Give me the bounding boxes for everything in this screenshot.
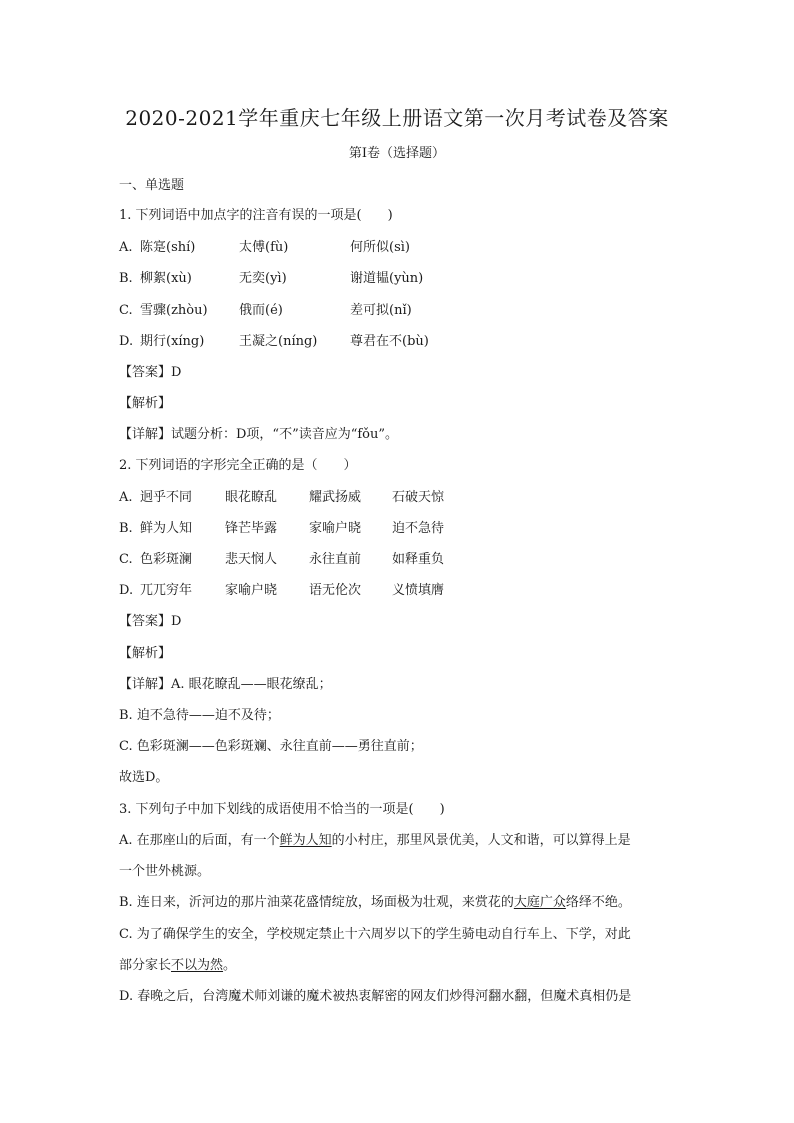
q2-option-d-word4: 义愤填膺 — [392, 583, 445, 598]
q2-option-a-label: A. — [119, 490, 133, 505]
q3-option-a — [119, 831, 631, 851]
q2-option-b-word3: 家喻户晓 — [309, 521, 362, 536]
q2-option-c-word3: 永往直前 — [309, 552, 362, 567]
q2-option-a-word1: 迥乎不同 — [140, 490, 193, 505]
q3-stem: 3. 下列句子中加下划线的成语使用不恰当的一项是( ) — [119, 802, 445, 817]
q1-detail: 【详解】试题分析：D项，“不”读音应为“fǒu”。 — [119, 427, 399, 442]
q2-detail-b: B. 迫不急待——迫不及待； — [119, 708, 280, 723]
q2-option-c-word1: 色彩斑澜 — [140, 552, 193, 567]
q2-option-b-word4: 迫不急待 — [392, 521, 445, 536]
page-title: 2020-2021学年重庆七年级上册语文第一次月考试卷及答案 — [125, 106, 669, 130]
q2-detail-a: 【详解】A. 眼花瞭乱——眼花缭乱； — [119, 677, 332, 692]
q3-option-c-continuation — [119, 956, 236, 976]
q3-option-a-continuation: 一个世外桃源。 — [119, 864, 211, 879]
q1-analysis: 【解析】 — [119, 396, 172, 411]
q2-option-c-label: C. — [119, 552, 133, 567]
q2-option-c-word2: 悲天悯人 — [225, 552, 278, 567]
q2-option-d-label: D. — [119, 583, 134, 598]
q2-answer: 【答案】D — [119, 614, 182, 629]
q1-option-d-label: D. — [119, 334, 134, 349]
q2-option-d-word2: 家喻户晓 — [225, 583, 278, 598]
q1-option-a-word3: 何所似(sì) — [350, 240, 410, 255]
q3-option-a-text-post: 的小村庄，那里风景优美，人文和谐，可以算得上是 — [331, 833, 631, 848]
q3-option-c-idiom: 不以为然 — [171, 958, 224, 973]
q1-option-a-word2: 太傅(fù) — [239, 240, 289, 255]
q2-option-b-word2: 锋芒毕露 — [225, 521, 278, 536]
q3-option-b — [119, 893, 631, 913]
q3-option-c-text-pre: 部分家长 — [119, 958, 172, 973]
q2-option-d-word3: 语无伦次 — [309, 583, 362, 598]
q2-option-c-word4: 如释重负 — [392, 552, 445, 567]
q3-option-a-text-pre: A. 在那座山的后面，有一个 — [119, 833, 280, 848]
q1-option-c-word2: 俄而(é) — [239, 303, 283, 318]
q3-option-b-text-pre: B. 连日来，沂河边的那片油菜花盛情绽放，场面极为壮观，来赏花的 — [119, 895, 514, 910]
q1-option-d-word1: 期行(xíng) — [140, 334, 205, 349]
q1-option-c-word3: 差可拟(nǐ) — [350, 303, 412, 318]
q1-option-c-word1: 雪骤(zhòu) — [140, 303, 208, 318]
q2-option-a-word3: 耀武扬威 — [309, 490, 362, 505]
q3-option-b-text-post: 络绎不绝。 — [565, 895, 631, 910]
q1-option-b-label: B. — [119, 271, 133, 286]
q3-option-c: C. 为了确保学生的安全，学校规定禁止十六周岁以下的学生骑电动自行车上、下学，对此 — [119, 927, 631, 942]
q3-option-d: D. 春晚之后，台湾魔术师刘谦的魔术被热衷解密的网友们炒得河翻水翻，但魔术真相仍是 — [119, 989, 632, 1004]
section-volume-title: 第I卷（选择题） — [348, 146, 446, 161]
q1-option-b-word3: 谢道韫(yùn) — [350, 271, 424, 286]
q2-option-a-word4: 石破天惊 — [392, 490, 445, 505]
q3-option-c-text-post: 。 — [223, 958, 237, 973]
q1-stem: 1. 下列词语中加点字的注音有误的一项是( ) — [119, 208, 393, 223]
q1-option-b-word1: 柳絮(xù) — [140, 271, 192, 286]
q2-conclusion: 故选D。 — [119, 770, 169, 785]
q2-option-b-label: B. — [119, 521, 133, 536]
q1-answer: 【答案】D — [119, 365, 182, 380]
q3-option-b-idiom: 大庭广众 — [513, 895, 566, 910]
q2-analysis: 【解析】 — [119, 646, 172, 661]
q1-option-d-word2: 王凝之(níng) — [239, 334, 318, 349]
q1-option-d-word3: 尊君在不(bù) — [350, 334, 429, 349]
section-heading: 一、单选题 — [119, 178, 185, 193]
q2-option-b-word1: 鲜为人知 — [140, 521, 193, 536]
q3-option-a-idiom: 鲜为人知 — [279, 833, 332, 848]
q2-option-a-word2: 眼花瞭乱 — [225, 490, 278, 505]
q1-option-b-word2: 无奕(yì) — [239, 271, 287, 286]
q1-option-c-label: C. — [119, 303, 133, 318]
q1-option-a-label: A. — [119, 240, 133, 255]
q1-option-a-word1: 陈寔(shí) — [140, 240, 196, 255]
q2-stem: 2. 下列词语的字形完全正确的是（ ） — [119, 458, 357, 473]
q2-option-d-word1: 兀兀穷年 — [140, 583, 193, 598]
q2-detail-c: C. 色彩斑澜——色彩斑斓、永往直前——勇往直前； — [119, 739, 423, 754]
